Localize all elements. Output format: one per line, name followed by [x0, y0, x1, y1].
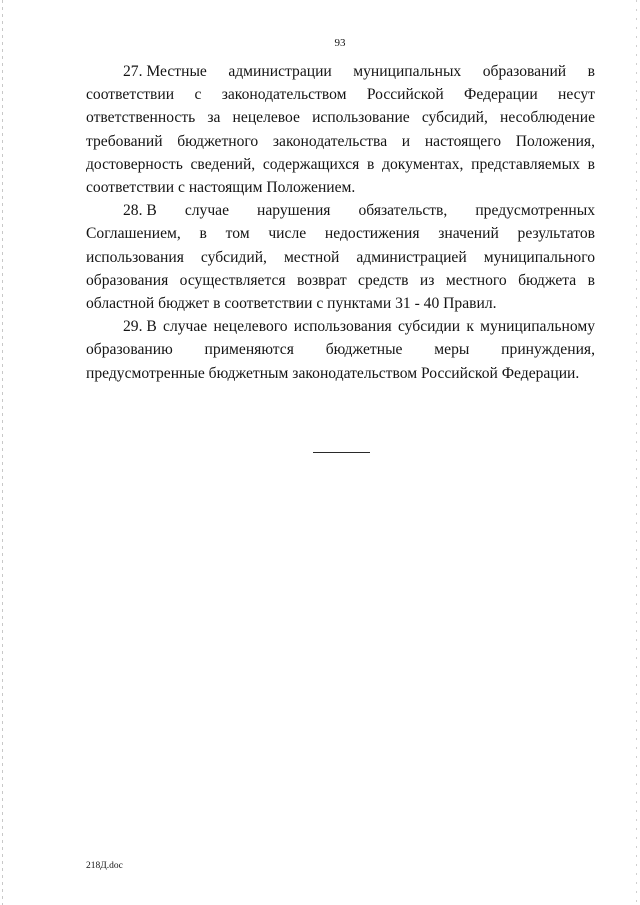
paragraph-28 [86, 199, 595, 315]
page-number: 93 [334, 37, 346, 49]
scan-edge-right [636, 0, 637, 905]
paragraph-number: 28. [123, 202, 143, 220]
paragraph-number: 29. [123, 318, 143, 336]
paragraph-text: В случае нарушения обязательств, предусмотренных Соглашением, в том числе недостижения значений результатов использования субсидий, местной администрацией муниципального образования осуществляется возврат средств из местного бюджета в областной бюджет в соответствии с пунктами 31 - 40 Правил. [86, 202, 595, 313]
paragraph-text: В случае нецелевого использования субсидии к муниципальному образованию применяются бюджетные меры принуждения, предусмотренные бюджетным законодательством Российской Федерации. [86, 318, 595, 382]
document-body [86, 60, 595, 385]
paragraph-29 [86, 315, 595, 385]
end-of-text-divider [313, 452, 370, 453]
paragraph-27 [86, 60, 595, 199]
footer-file-name: 218Д.doc [86, 861, 123, 871]
paragraph-number: 27. [123, 63, 143, 80]
paragraph-text: Местные администрации муниципальных образований в соответствии с законодательством Российской Федерации несут ответственность за нецелевое использование субсидий, несоблюдение требований бюджетного законодательства и настоящего Положения, достоверность сведений, содержащихся в документах, представляемых в соответствии с настоящим Положением. [86, 63, 595, 197]
scan-edge-left [2, 0, 3, 905]
